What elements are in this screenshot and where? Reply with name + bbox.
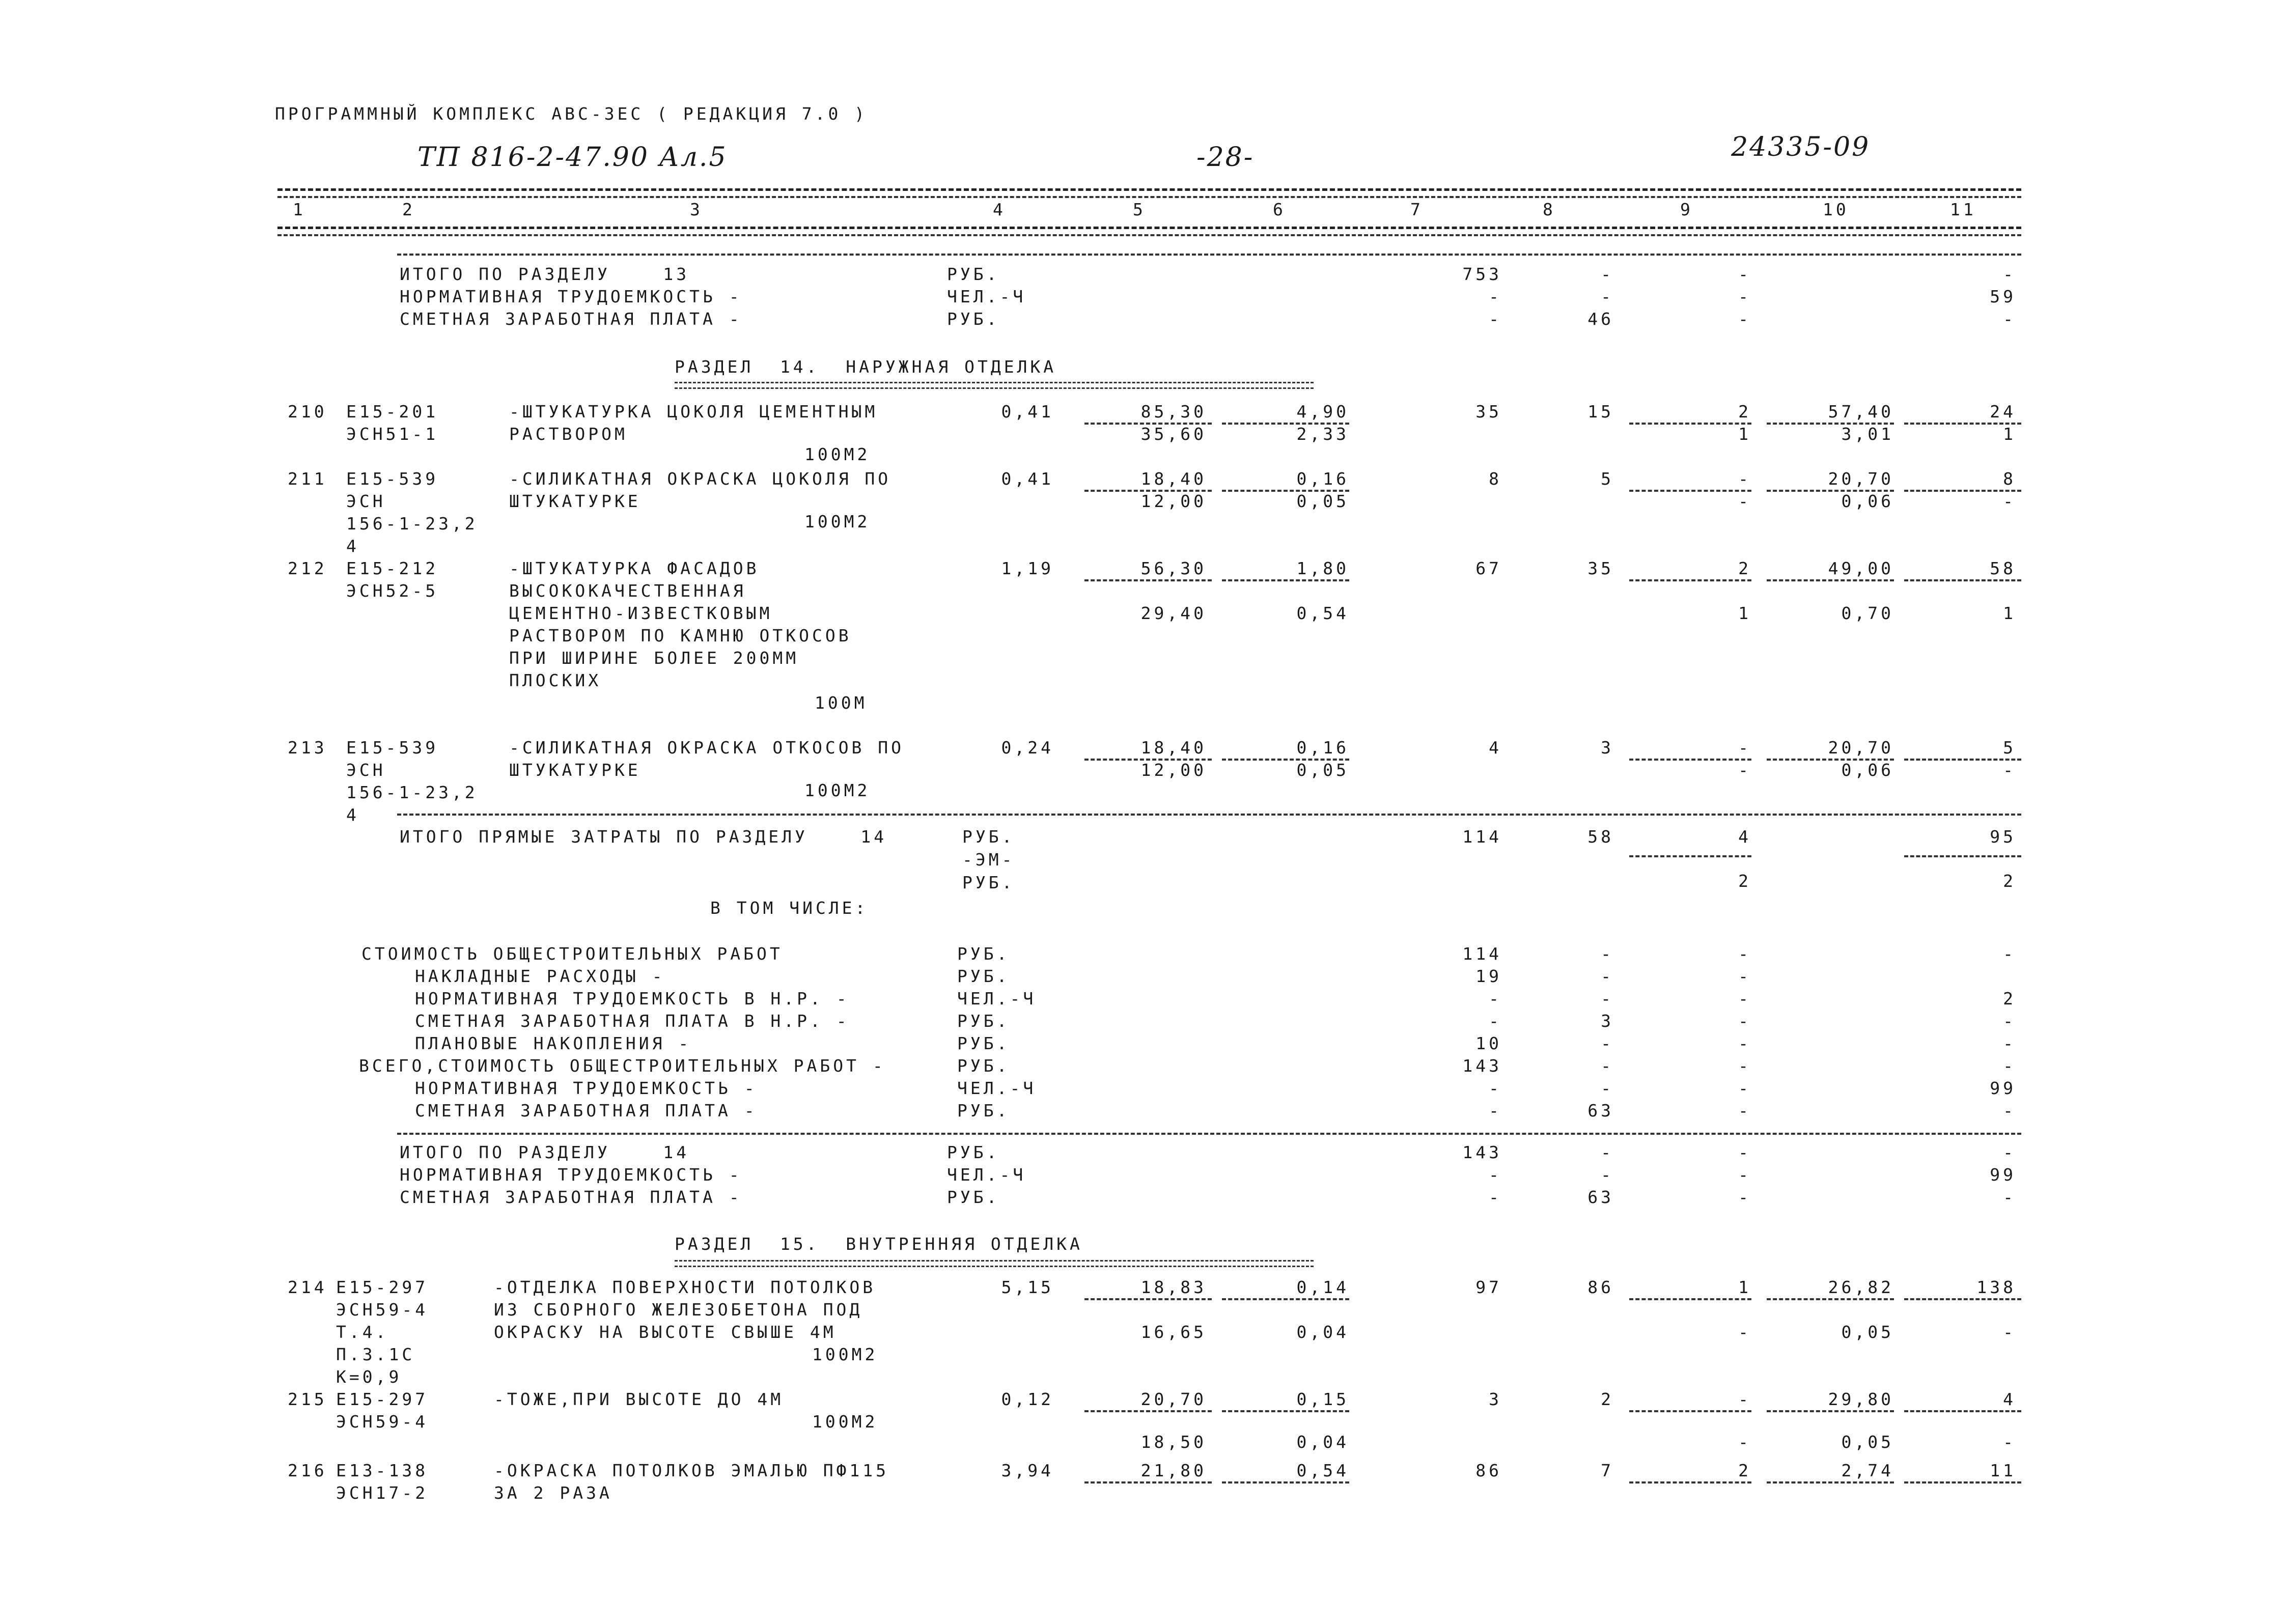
section14-item-code: 156-1-23,2 [346,514,478,534]
section14-item-wages: 3 [1601,738,1614,758]
section14-item-machines: - [1738,738,1751,758]
section14-item-description: -ШТУКАТУРКА ЦОКОЛЯ ЦЕМЕНТНЫМ [509,402,878,422]
section13-total-label: ИТОГО ПО РАЗДЕЛУ 13 [400,264,690,284]
section14-total-unit: РУБ. [947,1142,1000,1162]
section15-title: РАЗДЕЛ 15. ВНУТРЕННЯЯ ОТДЕЛКА [675,1234,1083,1254]
section15-title-underline [675,1260,1314,1267]
section14-item-labor-total: 8 [2003,469,2016,489]
section13-total-unit: РУБ. [947,309,1000,329]
section15-item-description: -ОКРАСКА ПОТОЛКОВ ЭМАЛЬЮ ПФ115 [494,1461,889,1480]
section14-item-wage-rate: 12,00 [1140,491,1207,511]
breakdown-label: ПЛАНОВЫЕ НАКОПЛЕНИЯ - [415,1033,692,1053]
section14-title-underline [675,382,1314,389]
section14-item-code: Е15-212 [346,558,439,578]
section15-item-sub-rule [1629,1481,1751,1483]
section15-item-machine-cost: 0,54 [1296,1461,1349,1480]
section15-item-wages: 7 [1601,1461,1614,1480]
section14-item-machines: 2 [1738,402,1751,422]
section14-item-code: ЭСН51-1 [346,424,439,444]
section14-total-c9: - [1738,1187,1751,1207]
breakdown-c11: - [2003,1056,2016,1076]
section15-item-labor-total: 4 [2003,1389,2016,1409]
section15-item-wages: 2 [1601,1389,1614,1409]
breakdown-label: ВСЕГО,СТОИМОСТЬ ОБЩЕСТРОИТЕЛЬНЫХ РАБОТ - [359,1056,886,1076]
section14-item-wages: 5 [1601,469,1614,489]
section14-item-description: ВЫСОКОКАЧЕСТВЕННАЯ [509,581,746,601]
section14-item-number: 212 [288,558,327,578]
in-total-label: В ТОМ ЧИСЛЕ: [710,898,869,918]
breakdown-label: СМЕТНАЯ ЗАРАБОТНАЯ ПЛАТА - [415,1101,758,1121]
section15-item-total-cost: 3 [1489,1389,1502,1409]
section13-total-unit: ЧЕЛ.-Ч [947,287,1026,306]
section13-total-c7: - [1489,287,1502,306]
breakdown-c9: - [1738,1011,1751,1031]
breakdown-c7: 143 [1462,1056,1502,1076]
column-header-7: 7 [1410,200,1424,219]
breakdown-c8: 3 [1601,1011,1614,1031]
section14-item-price-rule [1222,579,1349,581]
direct-costs-sub-rule [1904,855,2021,857]
header-rule-bottom [277,227,2021,229]
section15-item-machines: 2 [1738,1461,1751,1480]
section13-total-c11: - [2003,264,2016,284]
direct-costs-unit-rub: РУБ. [962,873,1015,892]
section13-rule [397,254,2021,256]
section14-item-machines-wage: - [1738,760,1751,780]
breakdown-c9: - [1738,966,1751,986]
section14-item-machines: - [1738,469,1751,489]
section14-item-machine-wage: 0,05 [1296,760,1349,780]
section15-item-machine-cost: 0,15 [1296,1389,1349,1409]
section14-total-c11: - [2003,1187,2016,1207]
section15-item-quantity: 3,94 [1001,1461,1054,1480]
section15-item-price-rule [1084,1298,1212,1300]
section14-item-number: 213 [288,738,327,758]
direct-costs-machines: 4 [1738,827,1751,847]
direct-costs-sub-rule [1629,855,1751,857]
section14-item-unit-cost: 85,30 [1140,402,1207,422]
section13-total-c9: - [1738,264,1751,284]
breakdown-c11: - [2003,1101,2016,1121]
header-rule-bottom-2 [277,234,2021,236]
breakdown-c8: - [1601,1078,1614,1098]
section15-item-price-rule [1084,1410,1212,1412]
section14-totals-rule [397,1133,2021,1135]
breakdown-unit: РУБ. [957,966,1010,986]
section15-item-labor-rate: 26,82 [1828,1277,1894,1297]
section14-item-code: 156-1-23,2 [346,782,478,802]
program-title: ПРОГРАММНЫЙ КОМПЛЕКС АВС-ЗЕС ( РЕДАКЦИЯ 7.0 ) [275,104,868,124]
direct-costs-total: 114 [1462,827,1502,847]
section15-item-wage-rate: 16,65 [1140,1322,1207,1342]
breakdown-c11: - [2003,1033,2016,1053]
breakdown-c11: - [2003,1011,2016,1031]
section15-item-wage-rate: 18,50 [1140,1432,1207,1452]
section13-total-c11: - [2003,309,2016,329]
section15-item-machine-wage: 0,04 [1296,1432,1349,1452]
breakdown-c7: 10 [1475,1033,1502,1053]
column-header-1: 1 [293,200,306,219]
section15-item-price-rule [1222,1410,1349,1412]
section15-item-sub-rule [1767,1298,1894,1300]
section15-item-sub-rule [1904,1410,2021,1412]
section15-item-total-cost: 97 [1475,1277,1502,1297]
breakdown-c7: - [1489,1011,1502,1031]
breakdown-c7: - [1489,989,1502,1009]
section14-item-labor-mach-total: 1 [2003,603,2016,623]
section14-item-sub-rule [1767,579,1894,581]
section14-total-unit: ЧЕЛ.-Ч [947,1165,1026,1185]
section14-item-labor-total: 58 [1990,558,2016,578]
section14-item-description: ПЛОСКИХ [509,670,602,690]
section14-item-quantity: 0,41 [1001,469,1054,489]
section13-total-label: НОРМАТИВНАЯ ТРУДОЕМКОСТЬ - [400,287,742,306]
section14-item-unit-cost: 56,30 [1140,558,1207,578]
section14-item-machine-cost: 4,90 [1296,402,1349,422]
section15-item-number: 214 [288,1277,327,1297]
document-number: 24335-09 [1731,132,1871,162]
section14-total-c8: 63 [1587,1187,1614,1207]
direct-costs-rule [397,814,2021,816]
section14-item-labor-rate: 20,70 [1828,469,1894,489]
section14-item-total-cost: 67 [1475,558,1502,578]
section14-total-c8: - [1601,1165,1614,1185]
section14-item-code: ЭСН52-5 [346,581,439,601]
direct-costs-labor: 95 [1990,827,2016,847]
section14-item-labor-rate: 20,70 [1828,738,1894,758]
breakdown-c9: - [1738,1101,1751,1121]
breakdown-label: НОРМАТИВНАЯ ТРУДОЕМКОСТЬ - [415,1078,758,1098]
section15-item-description: ОКРАСКУ НА ВЫСОТЕ СВЫШЕ 4М [494,1322,837,1342]
section13-total-c9: - [1738,287,1751,306]
breakdown-label: НАКЛАДНЫЕ РАСХОДЫ - [415,966,665,986]
direct-costs-unit-machines: -ЭМ- [962,850,1015,870]
section15-item-code: Е15-297 [336,1389,429,1409]
section14-item-price-rule [1084,579,1212,581]
section15-item-sub-rule [1767,1481,1894,1483]
breakdown-c8: - [1601,1033,1614,1053]
breakdown-label: НОРМАТИВНАЯ ТРУДОЕМКОСТЬ В Н.Р. - [415,989,850,1009]
section15-item-code: ЭСН59-4 [336,1300,429,1320]
column-header-5: 5 [1133,200,1146,219]
section13-total-c8: - [1601,287,1614,306]
section15-item-unit-cost: 21,80 [1140,1461,1207,1480]
section15-item-code: ЭСН17-2 [336,1483,429,1503]
section15-item-code: ЭСН59-4 [336,1412,429,1432]
section14-total-c7: 143 [1462,1142,1502,1162]
breakdown-c9: - [1738,1078,1751,1098]
section15-item-description: -ОТДЕЛКА ПОВЕРХНОСТИ ПОТОЛКОВ [494,1277,876,1297]
column-header-10: 10 [1823,200,1849,219]
section14-item-machine-cost: 0,16 [1296,738,1349,758]
breakdown-c8: - [1601,966,1614,986]
section14-item-labor-rate: 57,40 [1828,402,1894,422]
breakdown-c7: - [1489,1078,1502,1098]
section14-total-c9: - [1738,1142,1751,1162]
section14-item-code: ЭСН [346,491,386,511]
section14-item-description: -СИЛИКАТНАЯ ОКРАСКА ЦОКОЛЯ ПО [509,469,891,489]
section14-item-labor-mach-total: - [2003,491,2016,511]
section14-item-machine-wage: 2,33 [1296,424,1349,444]
section14-total-c7: - [1489,1187,1502,1207]
column-header-2: 2 [402,200,415,219]
section15-item-sub-rule [1629,1298,1751,1300]
section14-item-labor-mach-rate: 0,06 [1841,760,1894,780]
breakdown-label: СТОИМОСТЬ ОБЩЕСТРОИТЕЛЬНЫХ РАБОТ [361,944,783,964]
breakdown-unit: РУБ. [957,1101,1010,1121]
section13-total-c7: - [1489,309,1502,329]
section14-item-description: ШТУКАТУРКЕ [509,760,641,780]
section14-item-unit: 100М2 [804,444,871,464]
section14-item-description: ПРИ ШИРИНЕ БОЛЕЕ 200ММ [509,648,799,668]
section14-item-quantity: 0,24 [1001,738,1054,758]
section14-item-description: РАСТВОРОМ [509,424,628,444]
section15-item-labor-rate: 2,74 [1841,1461,1894,1480]
breakdown-unit: РУБ. [957,1011,1010,1031]
section15-item-machines: - [1738,1389,1751,1409]
section15-item-number: 216 [288,1461,327,1480]
section14-item-code: Е15-201 [346,402,439,422]
section15-item-unit: 100М2 [812,1345,878,1364]
section14-item-labor-mach-rate: 3,01 [1841,424,1894,444]
section15-item-description: -ТОЖЕ,ПРИ ВЫСОТЕ ДО 4М [494,1389,784,1409]
section14-item-description: -СИЛИКАТНАЯ ОКРАСКА ОТКОСОВ ПО [509,738,905,758]
section13-total-unit: РУБ. [947,264,1000,284]
section13-total-c7: 753 [1462,264,1502,284]
section15-item-price-rule [1222,1298,1349,1300]
section14-item-wage-rate: 12,00 [1140,760,1207,780]
section15-item-labor-mach-total: - [2003,1432,2016,1452]
header-rule-top-2 [277,196,2021,198]
breakdown-unit: ЧЕЛ.-Ч [957,989,1037,1009]
section14-item-machines: 2 [1738,558,1751,578]
section15-item-code: Т.4. [336,1322,389,1342]
section14-total-unit: РУБ. [947,1187,1000,1207]
breakdown-c9: - [1738,1033,1751,1053]
breakdown-c9: - [1738,944,1751,964]
section14-item-code: 4 [346,536,359,556]
direct-costs-unit: РУБ. [962,827,1015,847]
section15-item-code: К=0,9 [336,1367,402,1387]
section14-item-unit: 100М2 [804,512,871,531]
section14-item-labor-mach-total: - [2003,760,2016,780]
section15-item-sub-rule [1904,1298,2021,1300]
section15-item-price-rule [1084,1481,1212,1483]
section14-item-wage-rate: 35,60 [1140,424,1207,444]
breakdown-c11: 99 [1990,1078,2016,1098]
section14-item-number: 211 [288,469,327,489]
breakdown-c8: - [1601,944,1614,964]
section15-item-code: Е15-297 [336,1277,429,1297]
section15-item-labor-mach-rate: 0,05 [1841,1322,1894,1342]
direct-costs-label: ИТОГО ПРЯМЫЕ ЗАТРАТЫ ПО РАЗДЕЛУ 14 [400,827,887,847]
section15-item-code: П.3.1С [336,1345,415,1364]
section14-item-quantity: 0,41 [1001,402,1054,422]
breakdown-c8: 63 [1587,1101,1614,1121]
section14-item-sub-rule [1904,579,2021,581]
column-header-3: 3 [690,200,703,219]
section14-total-label: СМЕТНАЯ ЗАРАБОТНАЯ ПЛАТА - [400,1187,742,1207]
column-header-9: 9 [1680,200,1693,219]
section13-total-c11: 59 [1990,287,2016,306]
column-header-6: 6 [1273,200,1286,219]
section15-item-sub-rule [1904,1481,2021,1483]
section15-item-machine-cost: 0,14 [1296,1277,1349,1297]
section14-item-labor-mach-total: 1 [2003,424,2016,444]
section15-item-machine-wage: 0,04 [1296,1322,1349,1342]
column-header-8: 8 [1543,200,1556,219]
breakdown-c7: 114 [1462,944,1502,964]
section15-item-labor-rate: 29,80 [1828,1389,1894,1409]
section14-item-unit: 100М2 [804,780,871,800]
direct-costs-wages: 58 [1587,827,1614,847]
section13-total-c8: - [1601,264,1614,284]
section15-item-sub-rule [1629,1410,1751,1412]
section15-item-total-cost: 86 [1475,1461,1502,1480]
section14-item-machine-cost: 1,80 [1296,558,1349,578]
breakdown-c11: 2 [2003,989,2016,1009]
section14-item-quantity: 1,19 [1001,558,1054,578]
section15-item-price-rule [1222,1481,1349,1483]
section13-total-c8: 46 [1587,309,1614,329]
section15-item-code: Е13-138 [336,1461,429,1480]
section14-item-machine-cost: 0,16 [1296,469,1349,489]
section14-total-label: ИТОГО ПО РАЗДЕЛУ 14 [400,1142,690,1162]
page-number: -28- [1196,142,1255,173]
section15-item-machines: 1 [1738,1277,1751,1297]
section15-item-description: ЗА 2 РАЗА [494,1483,612,1503]
section15-item-labor-mach-total: - [2003,1322,2016,1342]
section14-total-c8: - [1601,1142,1614,1162]
section14-item-machine-wage: 0,05 [1296,491,1349,511]
section14-item-wages: 15 [1587,402,1614,422]
section14-item-labor-total: 24 [1990,402,2016,422]
breakdown-label: СМЕТНАЯ ЗАРАБОТНАЯ ПЛАТА В Н.Р. - [415,1011,850,1031]
section15-item-labor-total: 11 [1990,1461,2016,1480]
section14-item-machines-wage: 1 [1738,424,1751,444]
section14-item-machines-wage: - [1738,491,1751,511]
section15-item-number: 215 [288,1389,327,1409]
section14-item-machines-wage: 1 [1738,603,1751,623]
breakdown-c9: - [1738,989,1751,1009]
breakdown-c7: 19 [1475,966,1502,986]
section14-item-number: 210 [288,402,327,422]
section14-item-machine-wage: 0,54 [1296,603,1349,623]
breakdown-c8: - [1601,989,1614,1009]
section15-item-sub-rule [1767,1410,1894,1412]
section14-item-unit-cost: 18,40 [1140,738,1207,758]
section14-item-unit: 100М [815,693,868,713]
section14-item-sub-rule [1629,759,1751,761]
section14-item-description: -ШТУКАТУРКА ФАСАДОВ [509,558,760,578]
section15-item-quantity: 5,15 [1001,1277,1054,1297]
section13-total-c9: - [1738,309,1751,329]
breakdown-unit: РУБ. [957,1056,1010,1076]
section14-total-label: НОРМАТИВНАЯ ТРУДОЕМКОСТЬ - [400,1165,742,1185]
section14-item-description: РАСТВОРОМ ПО КАМНЮ ОТКОСОВ [509,626,852,646]
section14-item-total-cost: 35 [1475,402,1502,422]
direct-costs-machines-wage: 2 [1738,871,1751,891]
section14-item-total-cost: 4 [1489,738,1502,758]
section14-item-labor-rate: 49,00 [1828,558,1894,578]
section14-item-sub-rule [1629,579,1751,581]
breakdown-unit: РУБ. [957,944,1010,964]
section15-item-unit-cost: 20,70 [1140,1389,1207,1409]
section14-total-c11: - [2003,1142,2016,1162]
section14-item-labor-mach-rate: 0,06 [1841,491,1894,511]
section15-item-unit: 100М2 [812,1412,878,1432]
breakdown-c9: - [1738,1056,1751,1076]
section15-item-machines-wage: - [1738,1432,1751,1452]
section14-total-c11: 99 [1990,1165,2016,1185]
section13-total-label: СМЕТНАЯ ЗАРАБОТНАЯ ПЛАТА - [400,309,742,329]
section14-title: РАЗДЕЛ 14. НАРУЖНАЯ ОТДЕЛКА [675,357,1057,377]
section14-item-description: ЦЕМЕНТНО-ИЗВЕСТКОВЫМ [509,603,773,623]
breakdown-unit: РУБ. [957,1033,1010,1053]
section14-item-wage-rate: 29,40 [1140,603,1207,623]
section14-item-sub-rule [1629,423,1751,425]
section14-item-code: 4 [346,805,359,825]
section15-item-wages: 86 [1587,1277,1614,1297]
section15-item-labor-mach-rate: 0,05 [1841,1432,1894,1452]
section14-item-labor-total: 5 [2003,738,2016,758]
section14-item-wages: 35 [1587,558,1614,578]
breakdown-unit: ЧЕЛ.-Ч [957,1078,1037,1098]
section14-item-description: ШТУКАТУРКЕ [509,491,641,511]
breakdown-c11: - [2003,944,2016,964]
section14-item-total-cost: 8 [1489,469,1502,489]
breakdown-c8: - [1601,1056,1614,1076]
column-header-4: 4 [993,200,1006,219]
column-header-11: 11 [1950,200,1976,219]
section15-item-unit-cost: 18,83 [1140,1277,1207,1297]
section14-item-code: Е15-539 [346,738,439,758]
header-rule-top [277,188,2021,191]
section14-item-code: ЭСН [346,760,386,780]
direct-costs-labor-machines: 2 [2003,871,2016,891]
section14-item-sub-rule [1629,490,1751,492]
section15-item-quantity: 0,12 [1001,1389,1054,1409]
section14-item-labor-mach-rate: 0,70 [1841,603,1894,623]
section15-item-machines-wage: - [1738,1322,1751,1342]
breakdown-c7: - [1489,1101,1502,1121]
section14-total-c9: - [1738,1165,1751,1185]
section15-item-labor-total: 138 [1976,1277,2016,1297]
section15-item-description: ИЗ СБОРНОГО ЖЕЛЕЗОБЕТОНА ПОД [494,1300,863,1320]
doc-reference: ТП 816-2-47.90 Ал.5 [417,142,728,173]
section14-total-c7: - [1489,1165,1502,1185]
section14-item-code: Е15-539 [346,469,439,489]
section14-item-unit-cost: 18,40 [1140,469,1207,489]
